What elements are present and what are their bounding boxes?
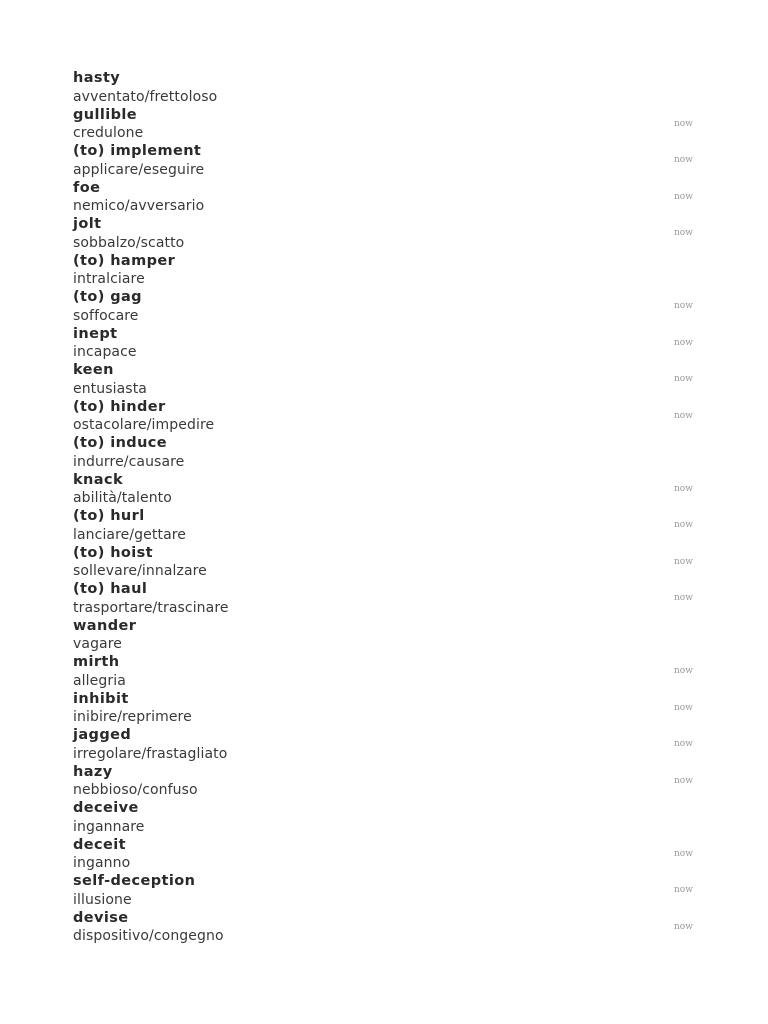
vocab-status-tag: now [674,228,693,238]
vocab-translation: nebbioso/confuso [73,782,198,798]
vocab-entry [0,142,768,179]
vocab-term: jolt [73,216,102,232]
vocab-entry [0,617,768,654]
vocab-term: (to) implement [73,143,202,159]
vocab-entry [0,763,768,800]
vocab-entry [0,507,768,544]
vocab-status-tag: now [674,301,693,311]
vocab-term: devise [73,909,129,926]
vocab-term: (to) hoist [73,544,154,561]
vocab-status-tag: now [674,921,693,932]
vocab-entry [0,872,768,909]
vocab-term: (to) haul [73,581,148,597]
vocab-term: self-deception [73,873,196,889]
vocab-status-tag: now [674,885,693,895]
vocab-status-tag: now [674,118,693,129]
vocab-term: mirth [73,654,120,670]
vocab-status-tag: now [674,848,693,859]
vocab-entry [0,215,768,252]
vocab-entry [0,179,768,216]
vocab-term: knack [73,471,123,488]
vocab-term: deceit [73,836,126,853]
vocab-entry [0,252,768,289]
vocab-translation: vagare [73,636,122,652]
vocab-status-tag: now [674,155,693,165]
vocab-term: (to) induce [73,435,168,451]
vocab-term: deceive [73,800,139,816]
vocab-entry [0,544,768,581]
vocab-translation: soffocare [73,307,139,324]
vocab-translation: intralciare [73,271,145,287]
vocab-term: inept [73,325,118,342]
vocab-term: inhibit [73,690,129,707]
vocab-term: hazy [73,763,113,780]
vocab-entry [0,836,768,873]
vocab-entry [0,325,768,362]
vocab-translation: inibire/reprimere [73,709,192,725]
vocab-translation: abilità/talento [73,490,172,506]
vocab-term: (to) hinder [73,398,166,415]
vocab-entry [0,909,768,946]
vocab-translation: credulone [73,125,144,141]
vocab-term: foe [73,179,101,196]
vocab-entry [0,69,768,106]
vocab-status-tag: now [674,410,693,421]
vocab-status-tag: now [674,483,693,494]
vocab-translation: trasportare/trascinare [73,599,229,616]
vocab-translation: sollevare/innalzare [73,563,207,579]
vocab-status-tag: now [674,775,693,786]
vocab-translation: dispositivo/congegno [73,928,224,944]
vocab-term: gullible [73,106,137,123]
vocab-entry [0,726,768,763]
vocab-translation: nemico/avversario [73,198,205,214]
vocab-term: keen [73,362,114,378]
vocab-status-tag: now [674,666,693,676]
vocab-status-tag: now [674,191,693,202]
vocab-term: jagged [73,727,132,743]
vocab-term: hasty [73,70,121,86]
vocab-term: (to) gag [73,289,142,305]
vocab-status-tag: now [674,702,693,713]
vocab-entry [0,361,768,398]
vocab-entry [0,690,768,727]
vocab-translation: incapace [73,344,137,360]
vocab-translation: allegria [73,672,126,689]
vocab-translation: irregolare/frastagliato [73,745,228,762]
vocab-translation: applicare/eseguire [73,161,205,178]
vocab-translation: illusione [73,891,132,908]
vocab-entry [0,106,768,143]
vocab-term: (to) hurl [73,508,145,524]
vocabulary-list [0,69,768,945]
vocab-entry [0,471,768,508]
vocab-status-tag: now [674,520,693,530]
vocab-translation: ostacolare/impedire [73,417,215,433]
vocab-entry [0,799,768,836]
vocab-status-tag: now [674,337,693,348]
vocab-translation: avventato/frettoloso [73,88,218,105]
vocab-status-tag: now [674,374,693,384]
vocab-status-tag: now [674,556,693,567]
vocab-translation: lanciare/gettare [73,526,187,543]
vocab-entry [0,288,768,325]
vocab-term: wander [73,617,137,634]
vocab-translation: sobbalzo/scatto [73,234,185,251]
vocab-term: (to) hamper [73,252,176,269]
vocab-translation: inganno [73,855,131,871]
vocab-entry [0,434,768,471]
vocab-entry [0,653,768,690]
vocab-status-tag: now [674,593,693,603]
vocab-translation: indurre/causare [73,453,185,470]
vocab-translation: entusiasta [73,380,147,397]
vocab-entry [0,580,768,617]
vocab-entry [0,398,768,435]
vocab-status-tag: now [674,739,693,749]
vocab-translation: ingannare [73,818,145,835]
